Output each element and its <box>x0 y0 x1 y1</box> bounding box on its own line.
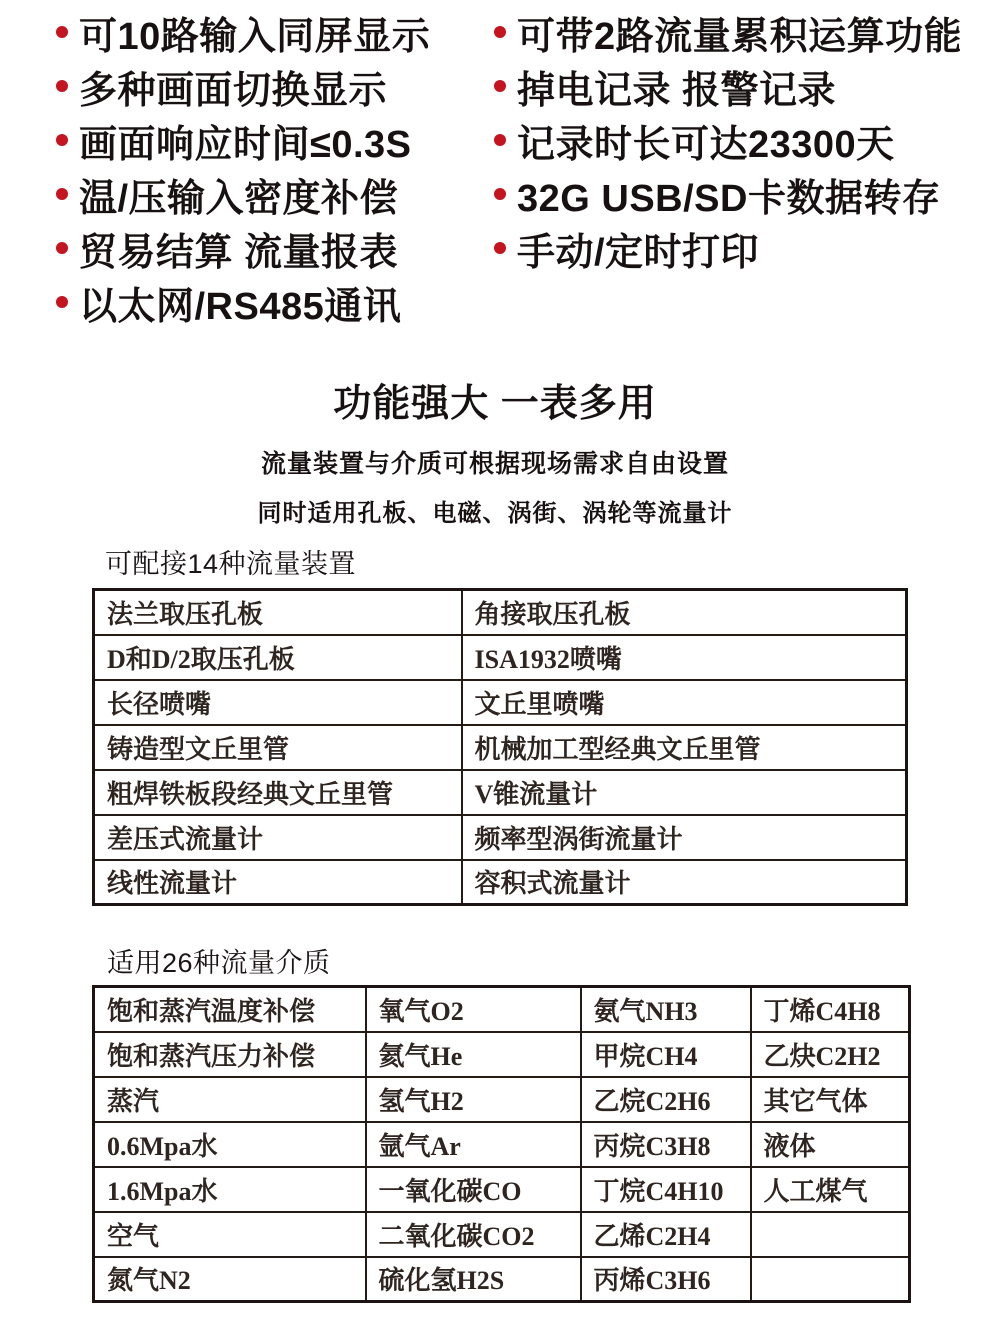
table-cell <box>751 1257 910 1302</box>
bullet-dot-icon <box>56 134 68 146</box>
table-cell: 饱和蒸汽温度补偿 <box>94 987 366 1032</box>
bullet-dot-icon <box>494 188 506 200</box>
table-cell: 0.6Mpa水 <box>94 1122 366 1167</box>
table-cell: 饱和蒸汽压力补偿 <box>94 1032 366 1077</box>
table-row <box>94 635 907 680</box>
table-cell: 丙烯C3H6 <box>581 1257 751 1302</box>
table-cell: V锥流量计 <box>462 770 907 815</box>
table-cell: 长径喷嘴 <box>94 680 462 725</box>
feature-text: 记录时长可达23300天 <box>517 123 895 166</box>
page-subtitle-1: 流量装置与介质可根据现场需求自由设置 <box>260 450 729 478</box>
table-cell: ISA1932喷嘴 <box>462 635 907 680</box>
table-cell: 丙烷C3H8 <box>581 1122 751 1167</box>
feature-item <box>494 59 962 113</box>
bullet-dot-icon <box>56 188 68 200</box>
table-cell: 线性流量计 <box>94 860 462 905</box>
table-row <box>94 680 907 725</box>
feature-item <box>494 5 962 59</box>
table-cell: 丁烷C4H10 <box>581 1167 751 1212</box>
bullet-dot-icon <box>494 80 506 92</box>
feature-text: 画面响应时间≤0.3S <box>79 123 412 166</box>
page-subtitle-2: 同时适用孔板、电磁、涡街、涡轮等流量计 <box>257 500 733 527</box>
feature-item <box>494 113 962 167</box>
medium-table-label: 适用26种流量介质 <box>107 948 331 978</box>
feature-item <box>56 5 430 59</box>
table-cell: 机械加工型经典文丘里管 <box>462 725 907 770</box>
table-cell: D和D/2取压孔板 <box>94 635 462 680</box>
table-row <box>94 590 907 635</box>
device-table <box>92 588 908 906</box>
table-cell: 液体 <box>751 1122 910 1167</box>
table-cell: 差压式流量计 <box>94 815 462 860</box>
table-cell: 角接取压孔板 <box>462 590 907 635</box>
table-cell: 空气 <box>94 1212 366 1257</box>
table-cell: 氩气Ar <box>366 1122 581 1167</box>
table-cell: 乙烯C2H4 <box>581 1212 751 1257</box>
table-cell: 硫化氢H2S <box>366 1257 581 1302</box>
table-row <box>94 860 907 905</box>
table-row <box>94 1257 910 1302</box>
table-cell: 丁烯C4H8 <box>751 987 910 1032</box>
table-cell: 铸造型文丘里管 <box>94 725 462 770</box>
table-row <box>94 725 907 770</box>
table-cell: 氧气O2 <box>366 987 581 1032</box>
table-cell: 氨气NH3 <box>581 987 751 1032</box>
bullet-dot-icon <box>56 80 68 92</box>
table-cell: 粗焊铁板段经典文丘里管 <box>94 770 462 815</box>
feature-list-right <box>494 5 962 275</box>
table-row <box>94 815 907 860</box>
bullet-dot-icon <box>56 242 68 254</box>
feature-text: 手动/定时打印 <box>517 231 760 274</box>
table-row <box>94 1122 910 1167</box>
table-cell: 文丘里喷嘴 <box>462 680 907 725</box>
page-title: 功能强大 一表多用 <box>333 383 657 425</box>
table-row <box>94 987 910 1032</box>
table-cell: 其它气体 <box>751 1077 910 1122</box>
feature-text: 贸易结算 流量报表 <box>79 231 399 274</box>
feature-item <box>56 167 430 221</box>
table-cell: 氢气H2 <box>366 1077 581 1122</box>
table-cell: 频率型涡街流量计 <box>462 815 907 860</box>
table-cell: 蒸汽 <box>94 1077 366 1122</box>
bullet-dot-icon <box>494 134 506 146</box>
table-row <box>94 1077 910 1122</box>
table-cell: 一氧化碳CO <box>366 1167 581 1212</box>
table-cell: 二氧化碳CO2 <box>366 1212 581 1257</box>
table-cell <box>751 1212 910 1257</box>
table-cell: 容积式流量计 <box>462 860 907 905</box>
bullet-dot-icon <box>56 26 68 38</box>
medium-table <box>92 985 911 1303</box>
feature-text: 温/压输入密度补偿 <box>79 177 399 220</box>
intro-section <box>0 372 990 528</box>
table-cell: 人工煤气 <box>751 1167 910 1212</box>
table-cell: 法兰取压孔板 <box>94 590 462 635</box>
feature-item <box>494 221 962 275</box>
feature-item <box>56 221 430 275</box>
table-cell: 氦气He <box>366 1032 581 1077</box>
table-row <box>94 1167 910 1212</box>
table-cell: 乙炔C2H2 <box>751 1032 910 1077</box>
feature-item <box>56 275 430 329</box>
feature-text: 掉电记录 报警记录 <box>517 69 837 112</box>
table-row <box>94 770 907 815</box>
feature-item <box>56 59 430 113</box>
table-cell: 1.6Mpa水 <box>94 1167 366 1212</box>
feature-text: 32G USB/SD卡数据转存 <box>517 177 941 220</box>
table-row <box>94 1212 910 1257</box>
feature-text: 可带2路流量累积运算功能 <box>517 15 963 58</box>
table-row <box>94 1032 910 1077</box>
table-cell: 乙烷C2H6 <box>581 1077 751 1122</box>
feature-item <box>56 113 430 167</box>
device-table-label: 可配接14种流量装置 <box>105 549 357 579</box>
feature-text: 多种画面切换显示 <box>79 69 388 112</box>
feature-text: 以太网/RS485通讯 <box>79 285 402 328</box>
feature-list-left <box>56 5 430 329</box>
feature-item <box>494 167 962 221</box>
table-cell: 甲烷CH4 <box>581 1032 751 1077</box>
table-cell: 氮气N2 <box>94 1257 366 1302</box>
feature-text: 可10路输入同屏显示 <box>79 15 431 58</box>
bullet-dot-icon <box>494 242 506 254</box>
bullet-dot-icon <box>56 296 68 308</box>
bullet-dot-icon <box>494 26 506 38</box>
